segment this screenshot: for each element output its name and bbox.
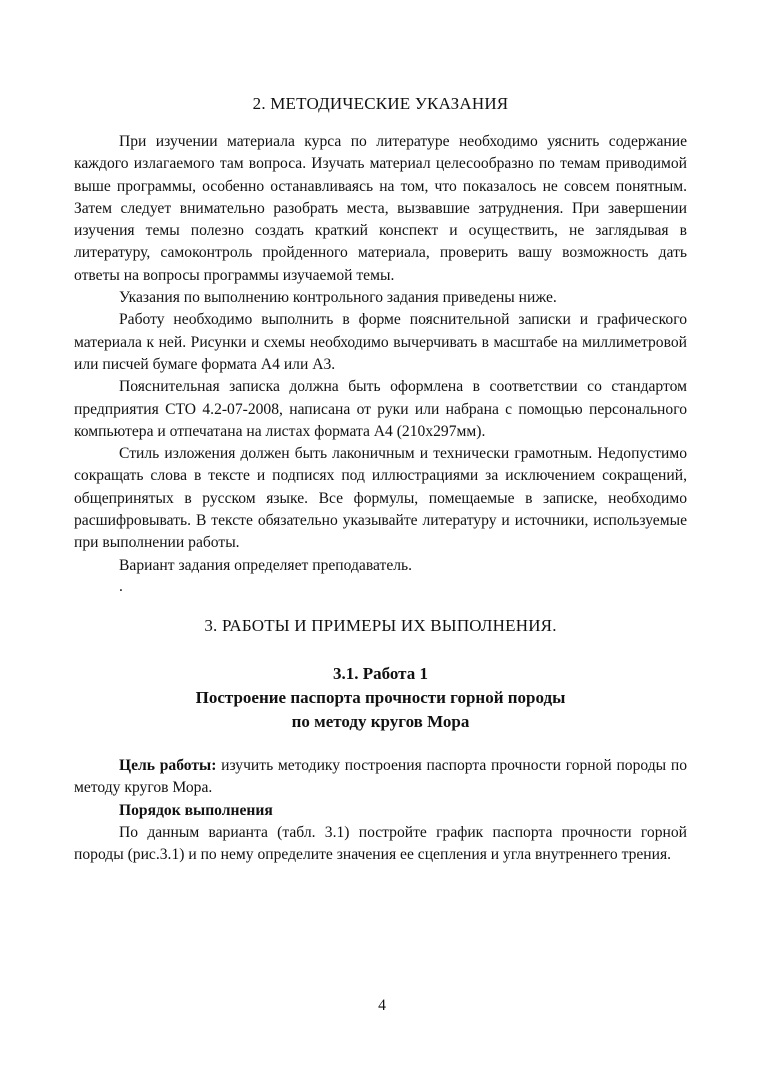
spacer bbox=[74, 734, 687, 755]
paragraph-variant: Вариант задания определяет преподаватель. bbox=[119, 556, 413, 574]
work-1-heading: 3.1. Работа 1 bbox=[333, 663, 428, 683]
procedure-text: По данным варианта (табл. 3.1) постройте график паспорта прочности горной породы (рис.3.1) и по нему определите значения ее сцепления и угла внутреннего трения. bbox=[74, 823, 687, 864]
stray-dot: . bbox=[119, 577, 123, 595]
paragraph-work-format: Работу необходимо выполнить в форме пояснительной записки и графического материала к ней. Рисунки и схемы необходимо вычерчивать в масштабе на миллиметровой или писчей бумаге формата А4 или А3. bbox=[74, 311, 687, 373]
paragraph-instructions-note: Указания по выполнению контрольного задания приведены ниже. bbox=[119, 289, 557, 307]
section-3-title: 3. РАБОТЫ И ПРИМЕРЫ ИХ ВЫПОЛНЕНИЯ. bbox=[204, 615, 557, 635]
paragraph-writing-style: Стиль изложения должен быть лаконичным и технически грамотным. Недопустимо сокращать слова в тексте и подписях под иллюстрациями за исключением сокращений, общепринятых в русском языке. Все формулы, помещаемые в записке, необходимо расшифровывать. В тексте обязательно указывайте литературу и источники, используемые при выполнении работы. bbox=[74, 445, 687, 552]
work-1-title-line2: по методу кругов Мора bbox=[291, 711, 470, 731]
page-number: 4 bbox=[378, 997, 386, 1014]
goal-label: Цель работы: bbox=[119, 756, 217, 774]
goal-paragraph bbox=[74, 755, 687, 800]
page-content bbox=[74, 93, 687, 866]
work-1-title-line1: Построение паспорта прочности горной породы bbox=[195, 687, 566, 707]
goal-text: изучить методику построения паспорта прочности горной породы по методу кругов Мора. bbox=[74, 756, 687, 797]
paragraph-study-method: При изучении материала курса по литературе необходимо уяснить содержание каждого излагаемого там вопроса. Изучать материал целесообразно по темам приводимой выше программы, особенно останавливаясь на том, что показалось не совсем понятным. Затем следует внимательно разобрать места, вызвавшие затруднения. При завершении изучения темы полезно создать краткий конспект и осуществить, не заглядывая в литературу, самоконтроль пройденного материала, проверить вашу возможность дать ответы на вопросы программы изучаемой темы. bbox=[74, 133, 687, 284]
procedure-heading: Порядок выполнения bbox=[119, 801, 273, 819]
paragraph-note-format: Пояснительная записка должна быть оформлена в соответствии со стандартом предприятия СТО 4.2-07-2008, написана от руки или набрана с помощью персонального компьютера и отпечатана на листах формата А4 (210х297мм). bbox=[74, 378, 687, 440]
section-2-title: 2. МЕТОДИЧЕСКИЕ УКАЗАНИЯ bbox=[252, 94, 509, 113]
